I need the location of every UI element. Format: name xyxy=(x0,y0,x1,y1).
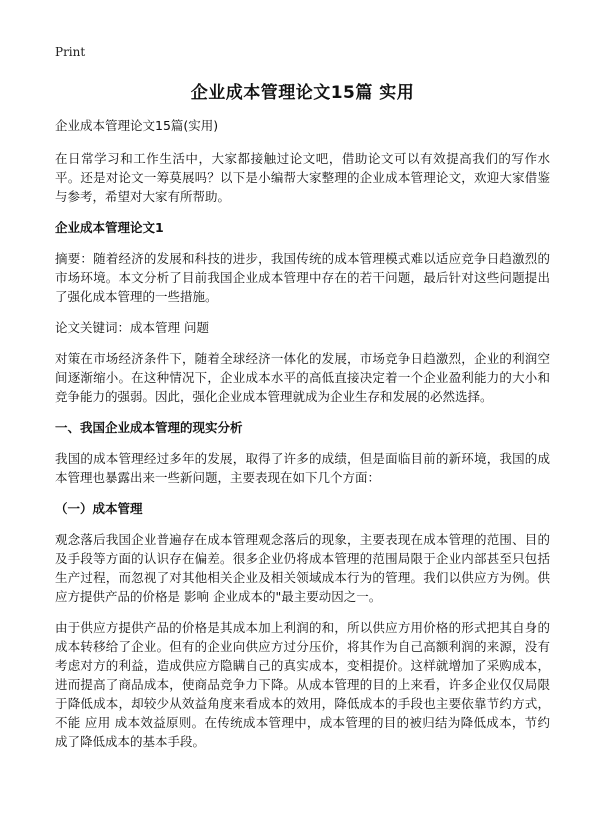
abstract-paragraph: 摘要：随着经济的发展和科技的进步，我国传统的成本管理模式难以适应竞争日趋激烈的市场环境。本文分析了目前我国企业成本管理中存在的若干问题，最后针对这些问题提出了强化成本管理的一些措施。 xyxy=(55,251,550,304)
keywords-paragraph: 论文关键词：成本管理 问题 xyxy=(55,320,209,335)
countermeasure-paragraph: 对策在市场经济条件下，随着全球经济一体化的发展，市场竞争日趋激烈，企业的利润空间逐渐缩小。在这种情况下，企业成本水平的高低直接决定着一个企业盈利能力的大小和竞争能力的强弱。因此，强化企业成本管理就成为企业生存和发展的必然选择。 xyxy=(55,351,550,404)
page-title: 企业成本管理论文15篇 实用 xyxy=(190,83,415,103)
intro-paragraph: 在日常学习和工作生活中，大家都接触过论文吧，借助论文可以有效提高我们的写作水平。还是对论文一筹莫展吗？以下是小编帮大家整理的企业成本管理论文，欢迎大家借鉴与参考，希望对大家有所帮助。 xyxy=(55,151,550,204)
supplier-paragraph: 由于供应方提供产品的价格是其成本加上利润的和，所以供应方用价格的形式把其自身的成本转移给了企业。但有的企业向供应方过分压价，将其作为自己高额利润的来源，没有考虑对方的利益，造成供应方隐瞒自己的真实成本，变相提价。这样就增加了采购成本，进而提高了商品成本，使商品竞争力下降。从成本管理的目的上来看，许多企业仅仅局限于降低成本，却较少从效益角度来看成本的效用，降低成本的手段也主要依靠节约方式，不能 应用 成本效益原则。在传统成本管理中，成本管理的目的被归结为降低成本，节约成了降低成本的基本手段。 xyxy=(55,620,550,749)
section-1-heading: 一、我国企业成本管理的现实分析 xyxy=(55,420,243,435)
print-link[interactable]: Print xyxy=(55,45,86,59)
document-content xyxy=(55,78,550,763)
document-subtitle: 企业成本管理论文15篇(实用) xyxy=(55,118,219,133)
paper-1-heading: 企业成本管理论文1 xyxy=(55,220,164,235)
subsection-1-heading: （一）成本管理 xyxy=(55,501,143,516)
concept-paragraph: 观念落后我国企业普遍存在成本管理观念落后的现象，主要表现在成本管理的范围、目的及手段等方面的认识存在偏差。很多企业仍将成本管理的范围局限于企业内部甚至只包括生产过程，而忽视了对其他相关企业及相关领域成本行为的管理。我们以供应方为例。供应方提供产品的价格是 影响 企业成本的"最主要动因之一。 xyxy=(55,532,550,604)
section-1-paragraph: 我国的成本管理经过多年的发展，取得了许多的成绩，但是面临目前的新环境，我国的成本管理也暴露出来一些新问题，主要表现在如下几个方面： xyxy=(55,451,550,485)
